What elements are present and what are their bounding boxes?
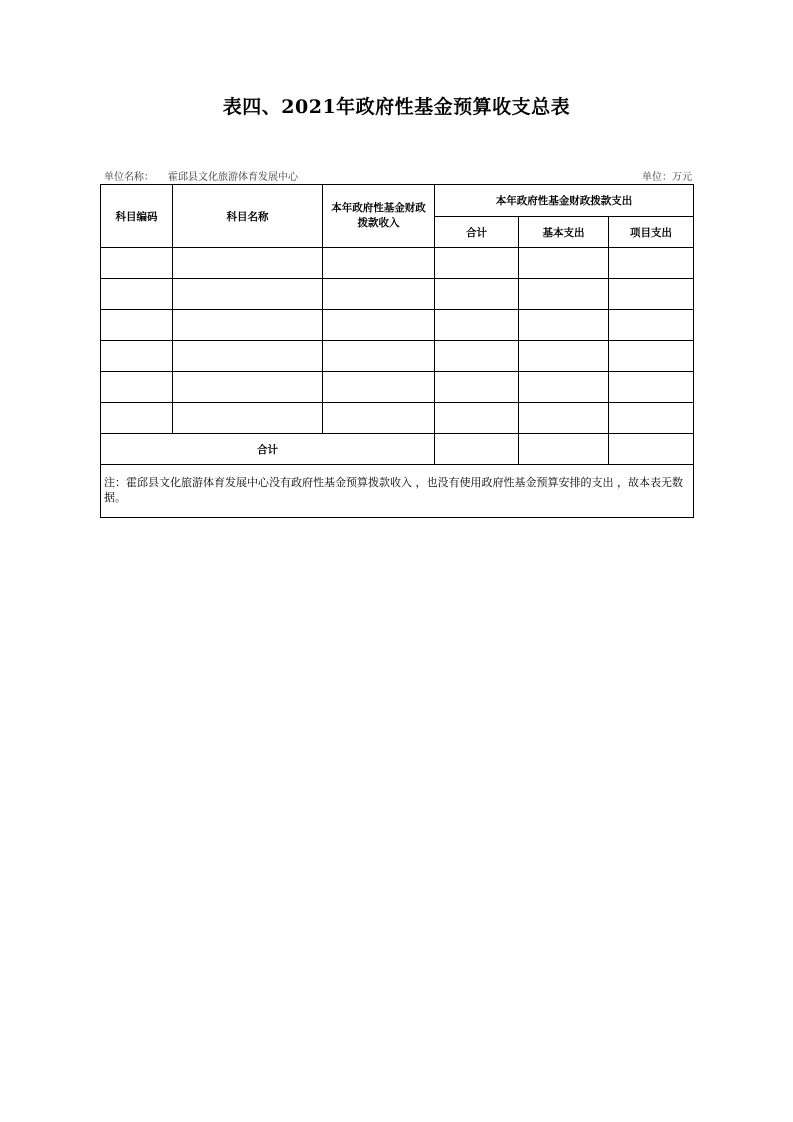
fund-budget-table (100, 184, 694, 518)
note-row (101, 465, 694, 518)
cell-income (323, 341, 435, 372)
total-row-basic (519, 434, 609, 465)
note-text: 注：霍邱县文化旅游体育发展中心没有政府性基金预算拨款收入 ，也没有使用政府性基金预算安排的支出 ，故本表无数据。 (101, 465, 694, 518)
cell-code (101, 248, 173, 279)
cell-code (101, 372, 173, 403)
cell-income (323, 310, 435, 341)
cell-project (609, 372, 694, 403)
unit-name-label: 单位名称： (104, 172, 154, 183)
cell-basic (519, 248, 609, 279)
cell-total (435, 279, 519, 310)
header-total: 合计 (435, 217, 519, 248)
cell-code (101, 403, 173, 434)
cell-income (323, 279, 435, 310)
table-row (101, 279, 694, 310)
cell-total (435, 341, 519, 372)
total-row-label: 合计 (101, 434, 435, 465)
page-title: 表四、2021年政府性基金预算收支总表 (222, 96, 571, 118)
unit-name-value: 霍邱县文化旅游体育发展中心 (168, 172, 298, 183)
cell-basic (519, 403, 609, 434)
cell-income (323, 372, 435, 403)
cell-basic (519, 310, 609, 341)
header-expense-group: 本年政府性基金财政拨款支出 (435, 185, 694, 217)
cell-code (101, 310, 173, 341)
header-basic: 基本支出 (519, 217, 609, 248)
cell-basic (519, 279, 609, 310)
table-row (101, 248, 694, 279)
cell-income (323, 248, 435, 279)
cell-total (435, 310, 519, 341)
cell-project (609, 310, 694, 341)
cell-project (609, 403, 694, 434)
cell-project (609, 248, 694, 279)
unit-name (104, 168, 298, 183)
cell-name (173, 341, 323, 372)
table-row (101, 310, 694, 341)
cell-total (435, 248, 519, 279)
header-income (323, 185, 435, 248)
cell-total (435, 372, 519, 403)
cell-name (173, 403, 323, 434)
cell-basic (519, 372, 609, 403)
cell-name (173, 310, 323, 341)
cell-code (101, 341, 173, 372)
table-row (101, 403, 694, 434)
cell-project (609, 341, 694, 372)
total-row-project (609, 434, 694, 465)
header-code: 科目编码 (101, 185, 173, 248)
cell-income (323, 403, 435, 434)
table-row (101, 372, 694, 403)
cell-name (173, 248, 323, 279)
header-project: 项目支出 (609, 217, 694, 248)
cell-total (435, 403, 519, 434)
table-row (101, 341, 694, 372)
header-row-1 (101, 185, 694, 217)
currency-unit: 单位：万元 (642, 172, 692, 183)
cell-name (173, 279, 323, 310)
cell-name (173, 372, 323, 403)
cell-code (101, 279, 173, 310)
header-name: 科目名称 (173, 185, 323, 248)
total-row-total (435, 434, 519, 465)
total-row (101, 434, 694, 465)
cell-basic (519, 341, 609, 372)
cell-project (609, 279, 694, 310)
header-income-text: 本年政府性基金财政拨款收入 (331, 202, 426, 229)
